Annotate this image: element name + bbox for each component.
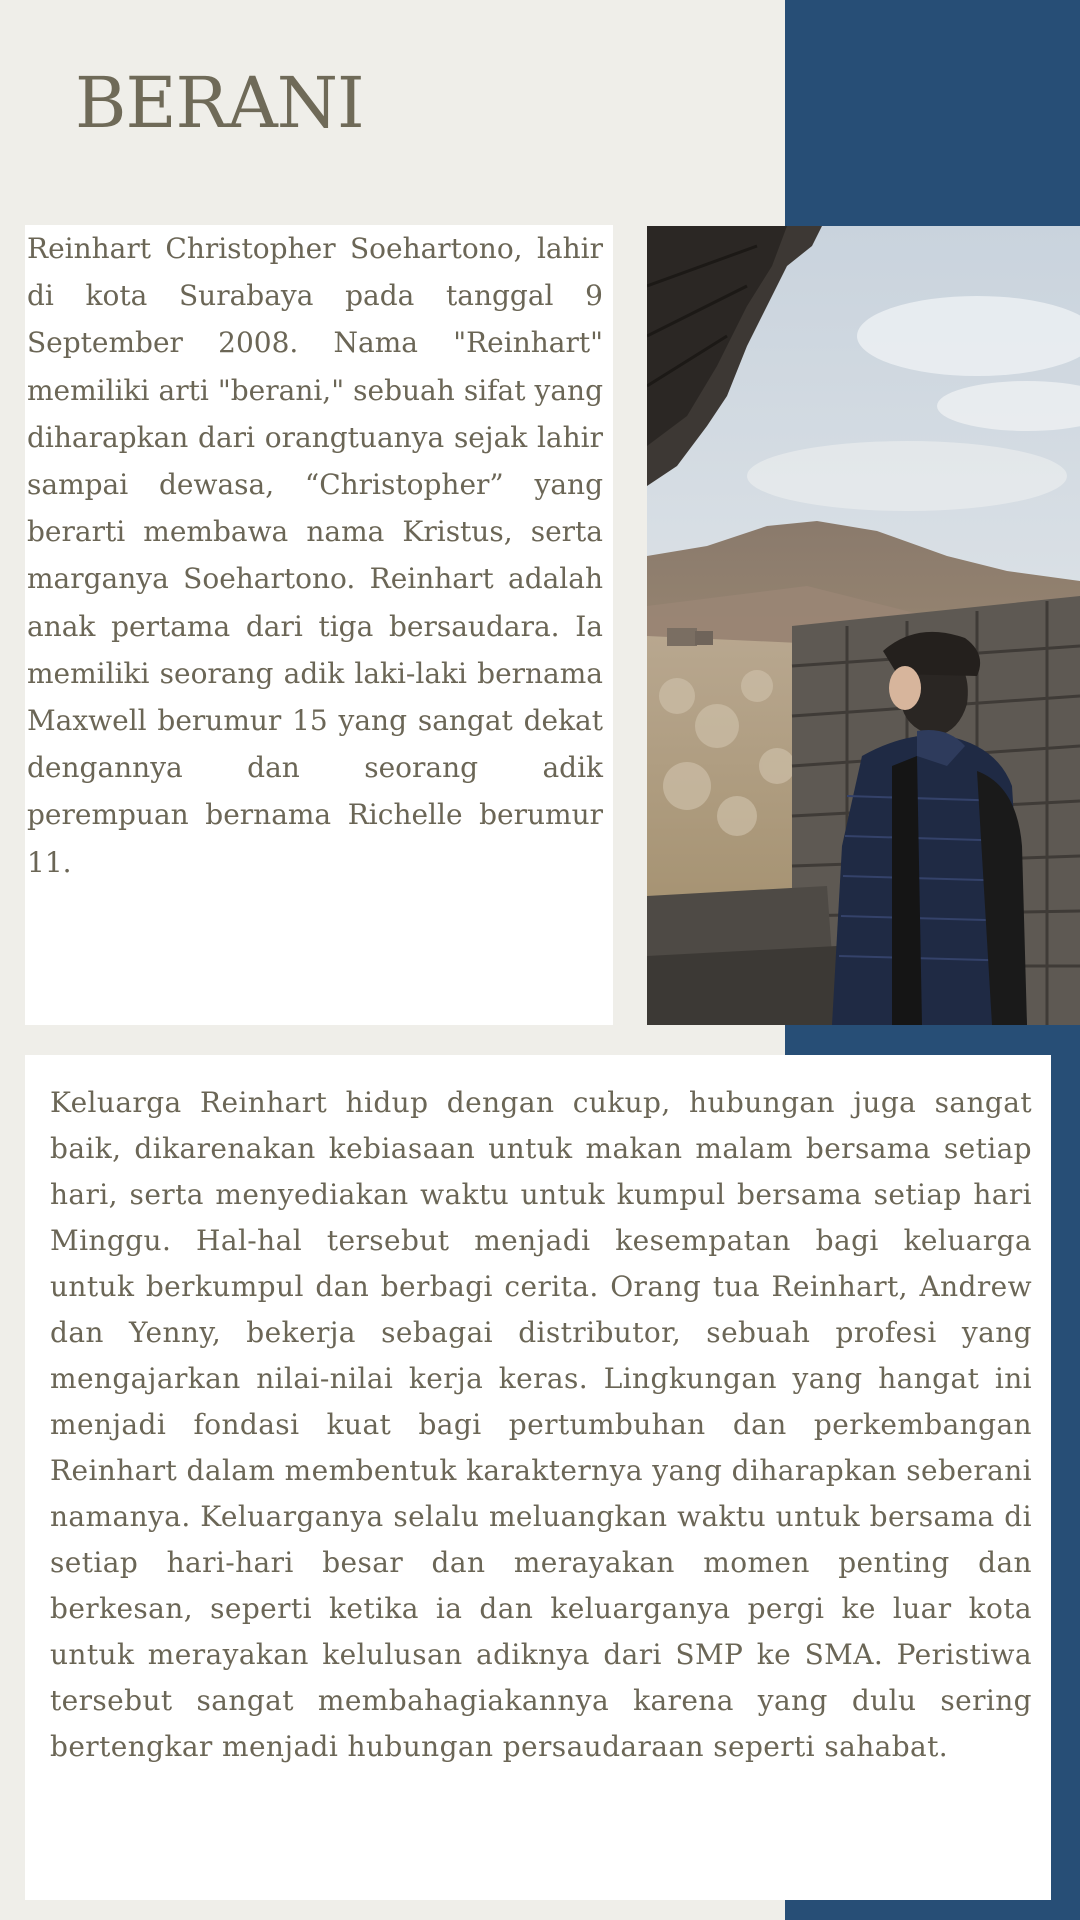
family-paragraph: Keluarga Reinhart hidup dengan cukup, hubungan juga sangat baik, dikarenakan kebiasaan untuk makan malam bersama setiap hari, serta menyediakan waktu untuk kumpul bersama setiap hari Minggu. Hal-hal tersebut menjadi kesempatan bagi keluarga untuk berkumpul dan berbagi cerita. Orang tua Reinhart, Andrew dan Yenny, bekerja sebagai distributor, sebuah profesi yang mengajarkan nilai-nilai kerja keras. Lingkungan yang hangat ini menjadi fondasi kuat bagi pertumbuhan dan perkembangan Reinhart dalam membentuk karakternya yang diharapkan seberani namanya. Keluarganya selalu meluangkan waktu untuk bersama di setiap hari-hari besar dan merayakan momen penting dan berkesan, seperti ketika ia dan keluarganya pergi ke luar kota untuk merayakan kelulusan adiknya dari SMP ke SMA. Peristiwa tersebut sangat membahagiakannya karena yang dulu sering bertengkar menjadi hubungan persaudaraan seperti sahabat. [50,1086,1032,1763]
intro-card [25,225,613,1025]
page-title: BERANI [75,62,364,144]
great-wall-photo [647,226,1080,1025]
intro-paragraph: Reinhart Christopher Soehartono, lahir di kota Surabaya pada tanggal 9 September 2008. Nama "Reinhart" memiliki arti "berani," sebuah sifat yang diharapkan dari orangtuanya sejak lahir sampai dewasa, “Christopher” yang berarti membawa nama Kristus, serta marganya Soehartono. Reinhart adalah anak pertama dari tiga bersaudara. Ia memiliki seorang adik laki-laki bernama Maxwell berumur 15 yang sangat dekat dengannya dan seorang adik perempuan bernama Richelle berumur 11. [27,232,603,879]
family-card [25,1055,1051,1900]
